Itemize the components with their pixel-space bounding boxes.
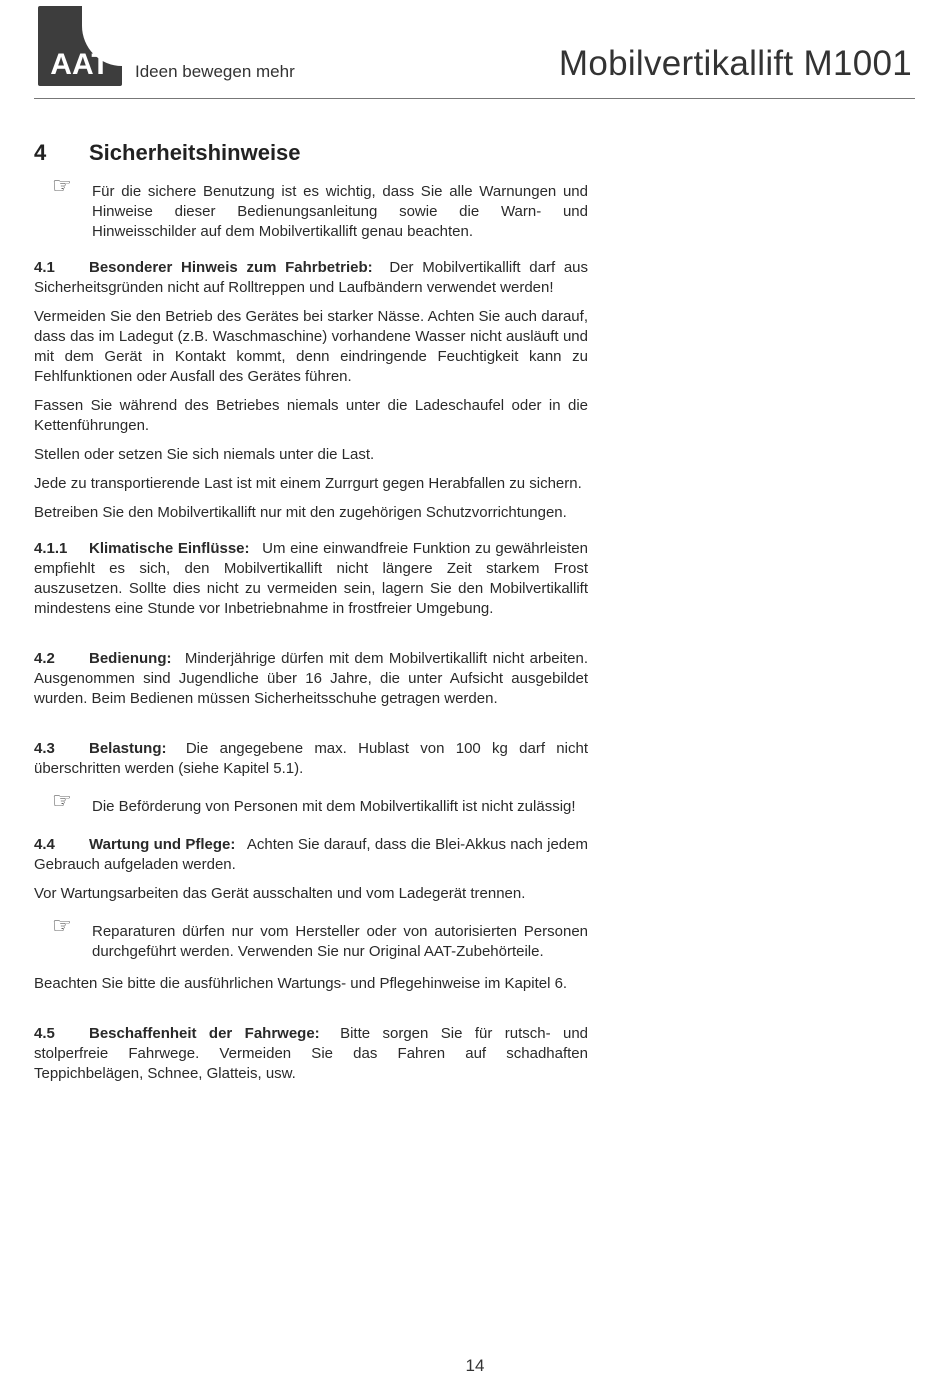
section-4-2 [34,649,588,709]
section-title: Belastung: [89,740,167,757]
logo-text: AAT [50,48,110,81]
paragraph: Beachten Sie bitte die ausführlichen Wartungs- und Pflegehinweise im Kapitel 6. [34,975,568,992]
section-text: Minderjährige dürfen mit dem Mobilvertikallift nicht arbeiten. Ausgenommen sind Jugendliche über 16 Jahre, die unter Aufsicht ausgebildet wurden. Beim Bedienen müssen Sicherheitsschuhe getragen werden. [34,650,588,707]
section-title: Beschaffenheit der Fahrwege: [89,1025,320,1042]
section-title: Besonderer Hinweis zum Fahrbetrieb: [89,259,373,276]
section-title: Wartung und Pflege: [89,836,236,853]
section-number: 4.2 [34,650,55,667]
section-text: Achten Sie darauf, dass die Blei-Akkus nach jedem Gebrauch aufgeladen werden. [34,836,588,873]
section-number: 4.4 [34,836,55,853]
section-4-1 [34,258,588,298]
note [34,914,588,962]
note [34,789,588,817]
paragraph: Vermeiden Sie den Betrieb des Gerätes bei starker Nässe. Achten Sie auch darauf, dass das im Ladegut (z.B. Waschmaschine) vorhandene Wasser nicht ausläuft und mit dem Gerät in Kontakt kommt, denn eindringende Feuchtigkeit kann zu Fehlfunktionen oder Ausfall des Gerätes führen. [34,308,588,385]
main-content [34,138,588,1093]
paragraph: Vor Wartungsarbeiten das Gerät ausschalten und vom Ladegerät trennen. [34,885,526,902]
section-title: Bedienung: [89,650,172,667]
paragraph: Jede zu transportierende Last ist mit einem Zurrgurt gegen Herabfallen zu sichern. [34,475,582,492]
note-text: Reparaturen dürfen nur vom Hersteller oder von autorisierten Personen durchgeführt werden. Verwenden Sie nur Original AAT-Zubehörteile. [92,923,588,960]
aat-logo [38,6,122,86]
page-number: 14 [465,1356,485,1375]
paragraph: Fassen Sie während des Betriebes niemals unter die Ladeschaufel oder in die Kettenführungen. [34,397,588,434]
pointing-hand-icon: ☞ [52,174,72,199]
pointing-hand-icon: ☞ [52,914,72,939]
section-4-4 [34,835,588,875]
section-4-1-1 [34,539,588,619]
chapter-number: 4 [34,140,47,165]
chapter-heading [34,138,588,168]
document-title: Mobilvertikallift M1001 [558,44,912,83]
section-text: Bitte sorgen Sie für rutsch- und stolperfreie Fahrwege. Vermeiden Sie das Fahren auf schadhaften Teppichbelägen, Schnee, Glatteis, usw. [34,1025,589,1082]
section-number: 4.1 [34,259,55,276]
section-title: Klimatische Einflüsse: [89,540,250,557]
section-text: Die angegebene max. Hublast von 100 kg darf nicht überschritten werden (siehe Kapitel 5.1). [34,740,588,777]
section-number: 4.1.1 [34,540,68,557]
slogan: Ideen bewegen mehr [135,62,295,81]
section-4-5 [34,1024,588,1084]
chapter-title: Sicherheitshinweise [89,140,301,165]
header-divider [34,98,915,99]
section-4-3 [34,739,588,779]
pointing-hand-icon: ☞ [52,789,72,814]
section-text: Um eine einwandfreie Funktion zu gewährleisten empfiehlt es sich, den Mobilvertikallift nicht längere Zeit starkem Frost auszusetzen. Sollte dies nicht zu vermeiden sein, lagern Sie den Mobilvertikallift mindestens eine Stunde vor Inbetriebnahme in frostfreier Umgebung. [34,540,588,617]
section-text: Der Mobilvertikallift darf aus Sicherheitsgründen nicht auf Rolltreppen und Laufbändern verwendet werden! [34,259,589,296]
section-number: 4.3 [34,740,55,757]
paragraph: Stellen oder setzen Sie sich niemals unter die Last. [34,446,375,463]
intro-note [34,174,588,242]
paragraph: Betreiben Sie den Mobilvertikallift nur mit den zugehörigen Schutzvorrichtungen. [34,504,567,521]
intro-note-text: Für die sichere Benutzung ist es wichtig, dass Sie alle Warnungen und Hinweise dieser Bedienungsanleitung sowie die Warn- und Hinweisschilder auf dem Mobilvertikallift genau beachten. [92,183,588,240]
section-number: 4.5 [34,1025,55,1042]
note-text: Die Beförderung von Personen mit dem Mobilvertikallift ist nicht zulässig! [92,798,576,815]
